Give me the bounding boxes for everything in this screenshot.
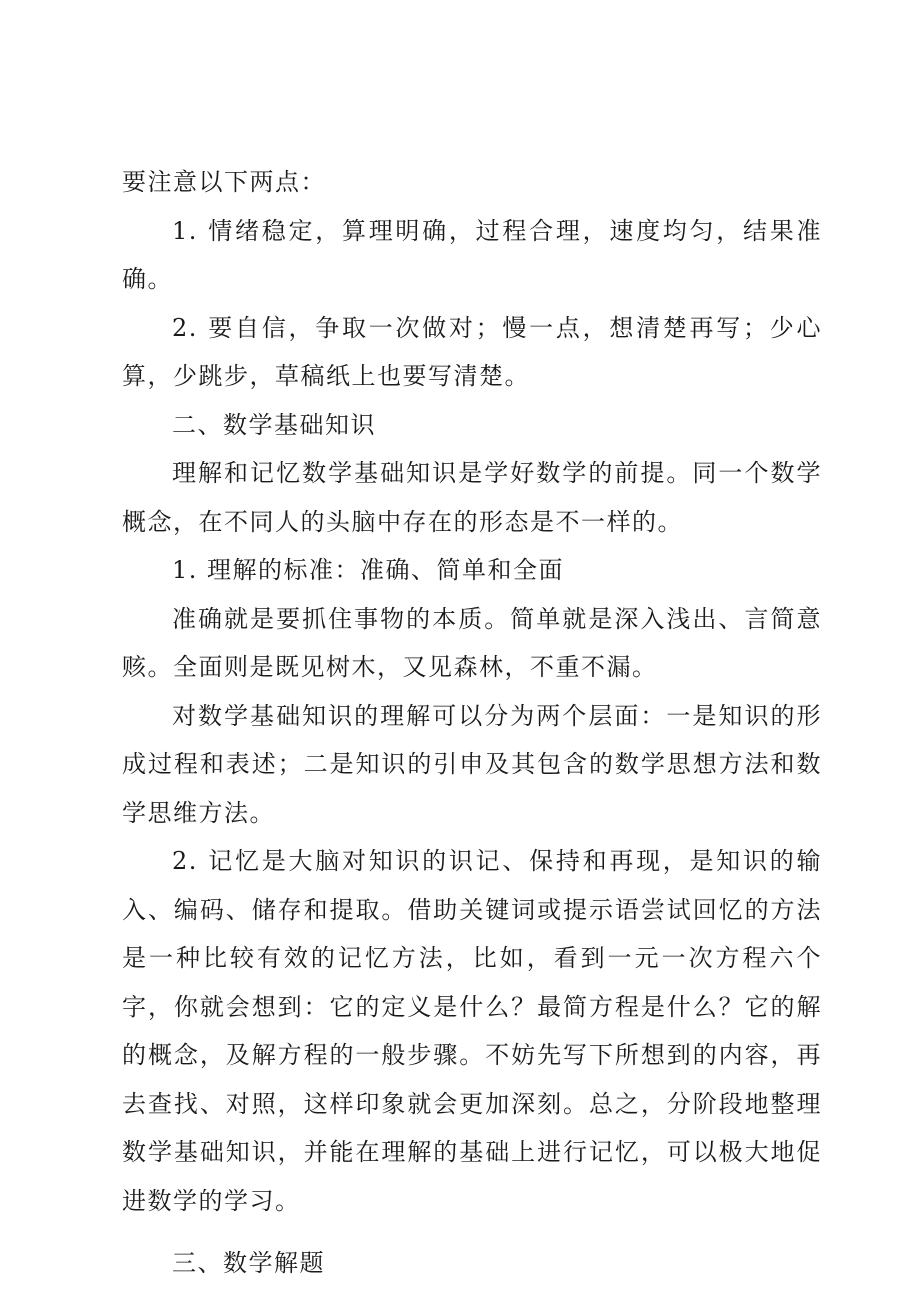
understanding-definition: 准确就是要抓住事物的本质。简单就是深入浅出、言简意赅。全面则是既见树木，又见森林，不重不漏。 xyxy=(122,604,822,681)
point-1: 1. 情绪稳定，算理明确，过程合理，速度均匀，结果准确。 xyxy=(122,216,822,293)
section-heading-2: 二、数学基础知识 xyxy=(172,410,376,439)
memory-paragraph: 2. 记忆是大脑对知识的识记、保持和再现，是知识的输入、编码、储存和提取。借助关键词或提示语尝试回忆的方法是一种比较有效的记忆方法，比如，看到一元一次方程六个字，你就会想到：它的定义是什么？最简方程是什么？它的解的概念，及解方程的一般步骤。不妨先写下所想到的内容，再去查找、对照，这样印象就会更加深刻。总之，分阶段地整理数学基础知识，并能在理解的基础上进行记忆，可以极大地促进数学的学习。 xyxy=(122,847,822,1215)
point-2: 2. 要自信，争取一次做对；慢一点，想清楚再写；少心算，少跳步，草稿纸上也要写清楚。 xyxy=(122,313,822,390)
intro-line: 要注意以下两点： xyxy=(122,168,326,196)
understanding-levels: 对数学基础知识的理解可以分为两个层面：一是知识的形成过程和表述；二是知识的引申及其包含的数学思想方法和数学思维方法。 xyxy=(122,701,822,827)
subheading-understanding: 1. 理解的标准：准确、简单和全面 xyxy=(172,556,565,584)
document-body xyxy=(122,158,822,1288)
section-heading-3: 三、数学解题 xyxy=(172,1249,325,1277)
section-2-intro: 理解和记忆数学基础知识是学好数学的前提。同一个数学概念，在不同人的头脑中存在的形态是不一样的。 xyxy=(122,459,822,536)
